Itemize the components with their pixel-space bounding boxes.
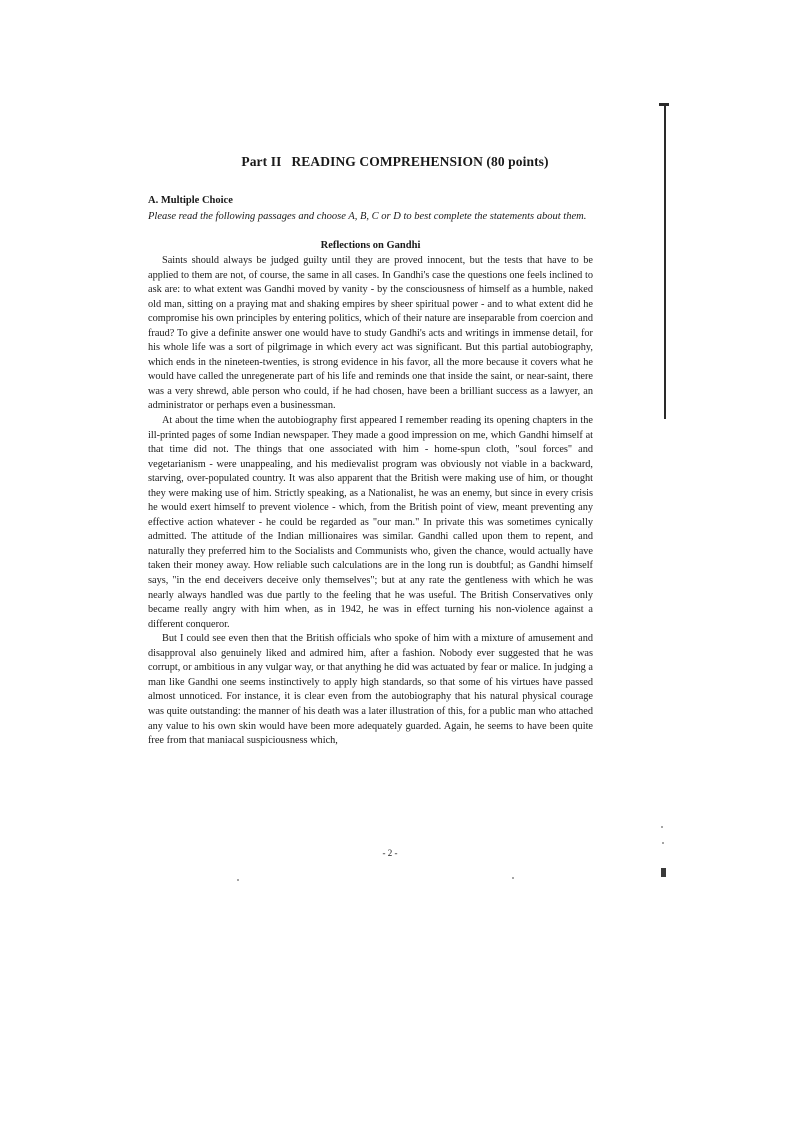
part-title — [160, 154, 630, 170]
scan-speck — [661, 826, 663, 828]
section-heading: A. Multiple Choice — [148, 195, 233, 206]
passage-paragraph: But I could see even then that the British officials who spoke of him with a mixture of amusement and disapproval also genuinely liked and admired him, after a fashion. Nobody ever suggested that he was corrupt, or ambitious in any vulgar way, or that anything he did was actuated by fear or malice. In judging a man like Gandhi one seems instinctively to apply high standards, so that some of his virtues have passed almost unnoticed. For instance, it is clear even from the autobiography that his natural physical courage was quite outstanding: the manner of his death was a later illustration of this, for a public man who attached any value to his own skin would have been more adequately guarded. Again, he seems to have been quite free from that maniacal suspiciousness which, — [148, 633, 593, 747]
section-instructions: Please read the following passages and choose A, B, C or D to best complete the statements about them. — [148, 211, 587, 222]
scan-speck — [237, 879, 239, 881]
part-label: Part II — [241, 154, 282, 169]
passage-body — [148, 254, 593, 749]
scan-edge-mark — [661, 868, 666, 877]
passage-title: Reflections on Gandhi — [320, 240, 421, 251]
binder-line — [664, 104, 666, 419]
scan-speck — [662, 842, 664, 844]
passage-paragraph: Saints should always be judged guilty until they are proved innocent, but the tests that have to be applied to them are not, of course, the same in all cases. In Gandhi's case the questions one feels inclined to ask are: to what extent was Gandhi moved by vanity - by the consciousness of himself as a humble, naked old man, sitting on a praying mat and shaking empires by sheer spiritual power - and to what extent did he compromise his own principles by entering politics, which of their nature are inseparable from coercion and fraud? To give a definite answer one would have to study Gandhi's acts and writings in immense detail, for his whole life was a sort of pilgrimage in which every act was significant. But this partial autobiography, which ends in the nineteen-twenties, is strong evidence in his favor, all the more because it covers what he would have called the unregenerate part of his life and reminds one that inside the saint, or near-saint, there was a very shrewd, able person who could, if he had chosen, have been a brilliant success as a lawyer, an administrator or perhaps even a businessman. — [148, 255, 593, 412]
scan-speck — [512, 877, 514, 879]
part-heading: READING COMPREHENSION (80 points) — [291, 154, 549, 169]
passage-paragraph: At about the time when the autobiography first appeared I remember reading its opening chapters in the ill-printed pages of some Indian newspaper. They made a good impression on me, which Gandhi himself at that time did not. The things that one associated with him - home-spun cloth, "soul forces" and vegetarianism - were unappealing, and his medievalist program was obviously not viable in a backward, starving, over-populated country. It was also apparent that the British were making use of him, or thought they were making use of him. Strictly speaking, as a Nationalist, he was an enemy, but since in every crisis he would exert himself to prevent violence - which, from the British point of view, meant preventing any effective action whatever - he could be regarded as "our man." In private this was sometimes cynically admitted. The attitude of the Indian millionaires was similar. Gandhi called upon them to repent, and naturally they preferred him to the Socialists and Communists who, given the chance, would actually have taken their money away. How reliable such calculations are in the long run is doubtful; as Gandhi himself says, "in the end deceivers deceive only themselves"; but at any rate the gentleness with which he was nearly always handled was due partly to the feeling that he was useful. The British Conservatives only became really angry with him when, as in 1942, he was in effect turning his non-violence against a different conqueror. — [148, 415, 593, 630]
page-number: - 2 - — [382, 848, 398, 858]
